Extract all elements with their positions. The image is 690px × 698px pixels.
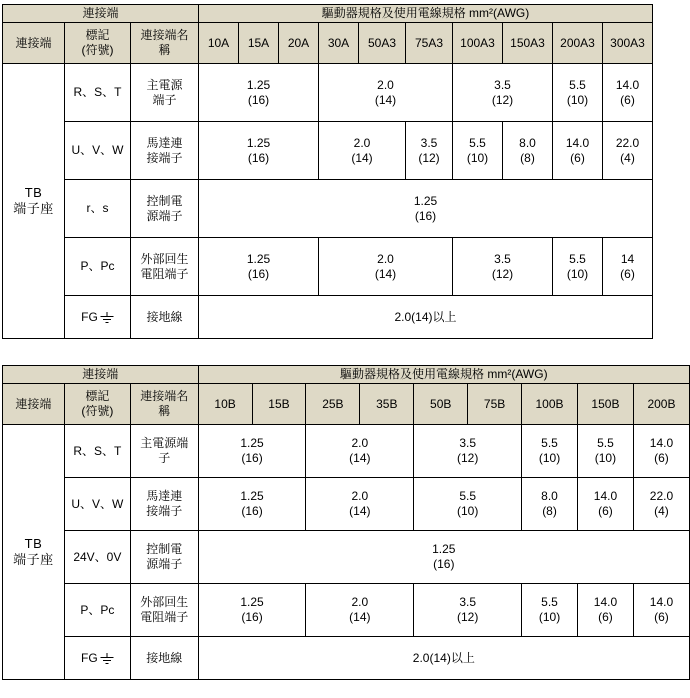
value-cell: 14.0 (6)	[553, 122, 603, 180]
table-row	[3, 296, 653, 339]
value-cell: 14 (6)	[603, 238, 653, 296]
mark-24v-0v: 24V、0V	[64, 531, 130, 584]
table-a-wrapper	[2, 4, 653, 339]
name-main-power-terminal: 主電源端 子	[130, 425, 198, 478]
value-cell: 3.5 (12)	[453, 238, 553, 296]
value-cell: 1.25 (16)	[198, 425, 306, 478]
name-regen-resistor-terminal: 外部回生 電阻端子	[131, 238, 199, 296]
stub-header-mark: 標記 (符號)	[65, 23, 131, 64]
value-cell: 5.5 (10)	[453, 122, 503, 180]
stub-header-terminal-name: 連接端名 稱	[131, 23, 199, 64]
name-ground-wire: 接地線	[131, 296, 199, 339]
table-a-group-header-row	[3, 5, 653, 23]
model-header-100A3: 100A3	[453, 23, 503, 64]
table-row	[3, 425, 690, 478]
name-regen-resistor-terminal: 外部回生 電阻端子	[130, 584, 198, 637]
value-cell: 2.0 (14)	[319, 64, 453, 122]
value-cell: 22.0 (4)	[603, 122, 653, 180]
mark-p-pc: P、Pc	[64, 584, 130, 637]
model-header-100B: 100B	[522, 384, 578, 425]
model-header-200B: 200B	[633, 384, 689, 425]
value-cell: 1.25 (16)	[198, 478, 306, 531]
model-header-10A: 10A	[199, 23, 239, 64]
model-header-15B: 15B	[252, 384, 306, 425]
ground-icon	[101, 312, 114, 323]
name-control-power-terminal: 控制電 源端子	[131, 180, 199, 238]
table-b-wrapper	[2, 365, 690, 680]
value-cell: 2.0 (14)	[319, 122, 406, 180]
model-header-35B: 35B	[360, 384, 414, 425]
stub-header-connection: 連接端	[3, 384, 65, 425]
wire-spec-table-b	[2, 365, 690, 680]
value-cell: 8.0 (8)	[503, 122, 553, 180]
model-header-75B: 75B	[468, 384, 522, 425]
value-cell: 2.0 (14)	[306, 584, 414, 637]
model-header-50B: 50B	[414, 384, 468, 425]
value-cell: 5.5 (10)	[577, 425, 633, 478]
value-cell: 5.5 (10)	[522, 584, 578, 637]
fg-mark-group: FG	[81, 651, 114, 666]
mark-fg	[64, 637, 130, 680]
side-label-tb: TB 端子座	[3, 425, 65, 680]
value-cell: 2.0 (14)	[319, 238, 453, 296]
table-a-column-header-row	[3, 23, 653, 64]
name-motor-terminal: 馬達連 接端子	[130, 478, 198, 531]
model-header-200A3: 200A3	[553, 23, 603, 64]
table-row	[3, 637, 690, 680]
ground-icon	[101, 653, 114, 664]
table-row	[3, 478, 690, 531]
value-cell: 5.5 (10)	[553, 64, 603, 122]
mark-uvw: U、V、W	[64, 478, 130, 531]
name-control-power-terminal: 控制電 源端子	[130, 531, 198, 584]
model-header-300A3: 300A3	[603, 23, 653, 64]
mark-p-pc: P、Pc	[65, 238, 131, 296]
value-cell: 2.0 (14)	[306, 425, 414, 478]
table-row	[3, 584, 690, 637]
wire-spec-table-a	[2, 4, 653, 339]
mark-rst: R、S、T	[65, 64, 131, 122]
value-cell: 1.25 (16)	[198, 531, 689, 584]
stub-header-terminal-name: 連接端名 稱	[130, 384, 198, 425]
fg-mark-group: FG	[81, 310, 114, 325]
group-header-connection: 連接端	[3, 5, 199, 23]
table-row	[3, 531, 690, 584]
value-cell: 3.5 (12)	[414, 584, 522, 637]
model-header-50A3: 50A3	[359, 23, 406, 64]
mark-fg	[65, 296, 131, 339]
value-cell: 5.5 (10)	[414, 478, 522, 531]
model-header-150B: 150B	[577, 384, 633, 425]
value-cell: 2.0(14)以上	[198, 637, 689, 680]
mark-uvw: U、V、W	[65, 122, 131, 180]
value-cell: 3.5 (12)	[406, 122, 453, 180]
value-cell: 22.0 (4)	[633, 478, 689, 531]
value-cell: 2.0(14)以上	[199, 296, 653, 339]
stub-header-connection: 連接端	[3, 23, 65, 64]
value-cell: 1.25 (16)	[199, 238, 319, 296]
value-cell: 8.0 (8)	[522, 478, 578, 531]
group-header-wire-spec: 驅動器規格及使用電線規格 mm²(AWG)	[199, 5, 653, 23]
value-cell: 2.0 (14)	[306, 478, 414, 531]
name-main-power-terminal: 主電源 端子	[131, 64, 199, 122]
model-header-25B: 25B	[306, 384, 360, 425]
value-cell: 5.5 (10)	[553, 238, 603, 296]
value-cell: 3.5 (12)	[453, 64, 553, 122]
value-cell: 1.25 (16)	[199, 64, 319, 122]
group-header-wire-spec: 驅動器規格及使用電線規格 mm²(AWG)	[198, 366, 689, 384]
group-header-connection: 連接端	[3, 366, 199, 384]
table-row	[3, 64, 653, 122]
side-label-tb: TB 端子座	[3, 64, 65, 339]
model-header-15A: 15A	[239, 23, 279, 64]
model-header-10B: 10B	[198, 384, 252, 425]
stub-header-mark: 標記 (符號)	[64, 384, 130, 425]
value-cell: 14.0 (6)	[577, 584, 633, 637]
value-cell: 14.0 (6)	[633, 584, 689, 637]
table-row	[3, 180, 653, 238]
mark-rst: R、S、T	[64, 425, 130, 478]
value-cell: 14.0 (6)	[633, 425, 689, 478]
table-b-group-header-row	[3, 366, 690, 384]
name-motor-terminal: 馬達連 接端子	[131, 122, 199, 180]
value-cell: 14.0 (6)	[577, 478, 633, 531]
mark-rs: r、s	[65, 180, 131, 238]
value-cell: 3.5 (12)	[414, 425, 522, 478]
value-cell: 5.5 (10)	[522, 425, 578, 478]
name-ground-wire: 接地線	[130, 637, 198, 680]
value-cell: 14.0 (6)	[603, 64, 653, 122]
model-header-150A3: 150A3	[503, 23, 553, 64]
model-header-75A3: 75A3	[406, 23, 453, 64]
table-row	[3, 238, 653, 296]
value-cell: 1.25 (16)	[199, 122, 319, 180]
value-cell: 1.25 (16)	[199, 180, 653, 238]
value-cell: 1.25 (16)	[198, 584, 306, 637]
model-header-30A: 30A	[319, 23, 359, 64]
model-header-20A: 20A	[279, 23, 319, 64]
table-row	[3, 122, 653, 180]
table-b-column-header-row	[3, 384, 690, 425]
